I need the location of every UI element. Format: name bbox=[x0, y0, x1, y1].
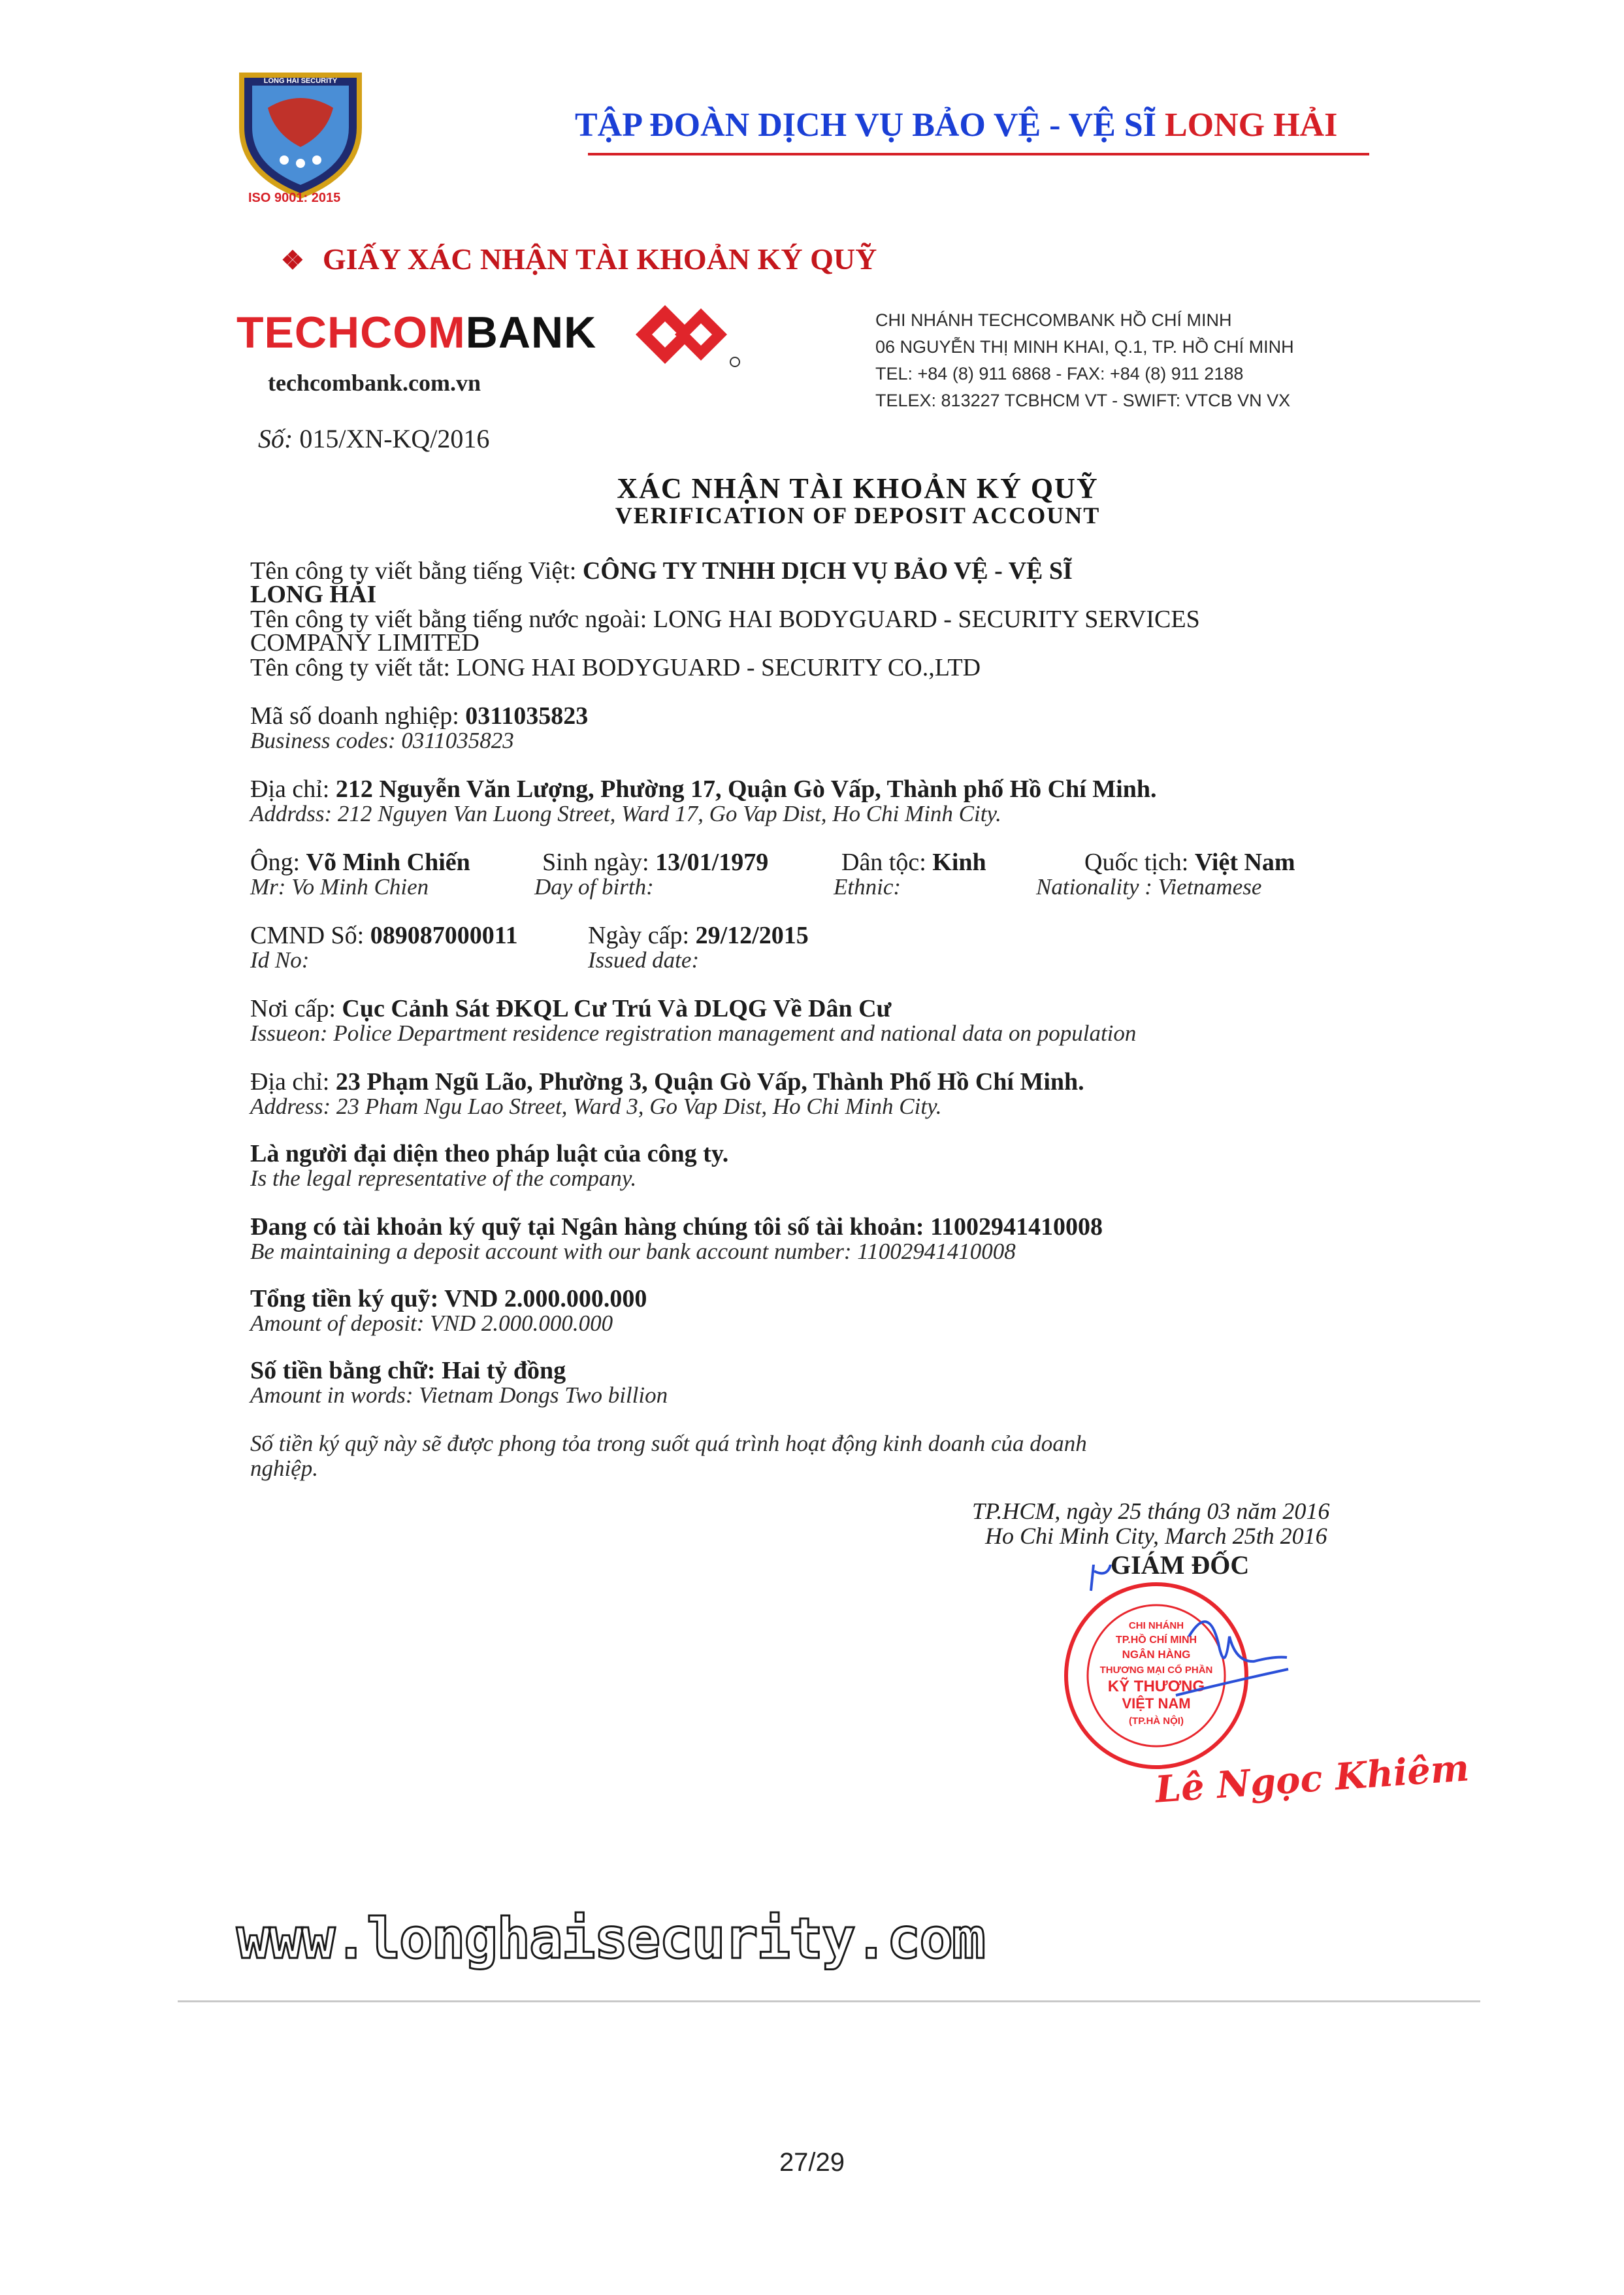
ethnic-en: Ethnic: bbox=[834, 874, 901, 900]
initial-mark-icon bbox=[1091, 1565, 1111, 1591]
page-number: 27/29 bbox=[779, 2148, 845, 2177]
legal-representative-en: Is the legal representative of the company. bbox=[250, 1165, 637, 1191]
ethnic bbox=[841, 848, 986, 877]
person-name-en: Mr: Vo Minh Chien bbox=[250, 874, 429, 900]
field-value: 089087000011 bbox=[370, 922, 518, 949]
bank-name-part2: BANK bbox=[465, 308, 597, 357]
svg-text:CHI NHÁNH: CHI NHÁNH bbox=[1128, 1620, 1184, 1631]
deposit-account bbox=[250, 1213, 1103, 1241]
svg-text:KỸ THƯƠNG: KỸ THƯƠNG bbox=[1107, 1678, 1205, 1695]
long-hai-security-logo bbox=[229, 62, 372, 199]
field-label: Địa chỉ: bbox=[250, 1068, 336, 1096]
field-value: Hai tỷ đồng bbox=[442, 1357, 566, 1384]
field-label: Tên công ty viết tắt: bbox=[250, 654, 457, 681]
issue-place bbox=[250, 994, 891, 1023]
document-title-en: VERIFICATION OF DEPOSIT ACCOUNT bbox=[615, 502, 1101, 529]
company-title-main: TẬP ĐOÀN DỊCH VỤ BẢO VỆ - VỆ SĨ bbox=[575, 106, 1165, 144]
home-address bbox=[250, 1067, 1084, 1096]
field-value: 23 Phạm Ngũ Lão, Phường 3, Quận Gò Vấp, Thành Phố Hồ Chí Minh. bbox=[335, 1068, 1084, 1096]
field-label: Tên công ty viết bằng tiếng Việt: bbox=[250, 557, 583, 585]
nationality bbox=[1084, 848, 1295, 877]
issue-place-en: Issueon: Police Department residence registration management and national data on population bbox=[250, 1020, 1137, 1046]
field-label: Số tiền bằng chữ: bbox=[250, 1357, 442, 1384]
field-label: Mã số doanh nghiệp: bbox=[250, 702, 466, 730]
techcombank-logo-text bbox=[236, 307, 596, 358]
field-value: LONG HAI BODYGUARD - SECURITY CO.,LTD bbox=[456, 654, 981, 681]
issued-date-en: Issued date: bbox=[588, 947, 700, 973]
company-name-short bbox=[250, 653, 981, 682]
id-number bbox=[250, 921, 518, 950]
signer-name: Lê Ngọc Khiêm bbox=[1154, 1746, 1471, 1812]
date-of-birth bbox=[542, 848, 768, 877]
field-label: Tên công ty viết bằng tiếng nước ngoài: bbox=[250, 606, 653, 633]
title-underline bbox=[588, 153, 1369, 155]
field-label: Sinh ngày: bbox=[542, 849, 656, 876]
iso-certification: ISO 9001: 2015 bbox=[248, 191, 341, 205]
director-title: GIÁM ĐỐC bbox=[1111, 1550, 1250, 1580]
issue-date-vi: TP.HCM, ngày 25 tháng 03 năm 2016 bbox=[972, 1498, 1330, 1524]
amount-in-words bbox=[250, 1356, 566, 1385]
branch-line: TEL: +84 (8) 911 6868 - FAX: +84 (8) 911 2188 bbox=[875, 364, 1244, 383]
nationality-en: Nationality : Vietnamese bbox=[1036, 874, 1262, 900]
svg-text:LONG HAI SECURITY: LONG HAI SECURITY bbox=[263, 77, 338, 85]
footer-divider bbox=[178, 2000, 1480, 2002]
field-value: Là người đại diện theo pháp luật của công ty. bbox=[250, 1140, 729, 1167]
field-value: CÔNG TY TNHH DỊCH VỤ BẢO VỆ - VỆ SĨ bbox=[582, 557, 1073, 585]
deposit-account-en: Be maintaining a deposit account with our bank account number: 11002941410008 bbox=[250, 1239, 1016, 1264]
section-heading bbox=[281, 242, 877, 276]
field-label: Tổng tiền ký quỹ: bbox=[250, 1285, 445, 1312]
deposit-amount bbox=[250, 1284, 647, 1313]
field-label: CMND Số: bbox=[250, 922, 370, 949]
section-heading-text: GIẤY XÁC NHẬN TÀI KHOẢN KÝ QUỸ bbox=[322, 242, 877, 276]
svg-text:THƯƠNG MẠI CỔ PHẦN: THƯƠNG MẠI CỔ PHẦN bbox=[1099, 1665, 1213, 1676]
business-code-en: Business codes: 0311035823 bbox=[250, 728, 514, 753]
field-value: 29/12/2015 bbox=[695, 922, 809, 949]
field-label: Địa chỉ: bbox=[250, 775, 336, 803]
field-value: 13/01/1979 bbox=[655, 849, 769, 876]
field-value: COMPANY LIMITED bbox=[250, 629, 479, 657]
svg-text:TP.HỒ CHÍ MINH: TP.HỒ CHÍ MINH bbox=[1115, 1635, 1197, 1646]
field-label: Ngày cấp: bbox=[588, 922, 696, 949]
field-value: Cục Cảnh Sát ĐKQL Cư Trú Và DLQG Về Dân Cư bbox=[342, 995, 892, 1022]
field-label: Quốc tịch: bbox=[1084, 849, 1195, 876]
branch-line: 06 NGUYỄN THỊ MINH KHAI, Q.1, TP. HỒ CHÍ MINH bbox=[875, 337, 1294, 357]
person-name bbox=[250, 848, 470, 877]
deposit-amount-en: Amount of deposit: VND 2.000.000.000 bbox=[250, 1310, 613, 1336]
branch-info bbox=[875, 307, 1294, 414]
reference-value: 015/XN-KQ/2016 bbox=[293, 424, 490, 453]
field-label: Ông: bbox=[250, 849, 306, 876]
date-of-birth-en: Day of birth: bbox=[534, 874, 654, 900]
company-address-en: Addrdss: 212 Nguyen Van Luong Street, Ward 17, Go Vap Dist, Ho Chi Minh City. bbox=[250, 801, 1001, 826]
bank-seal-stamp bbox=[1058, 1565, 1293, 1780]
reference-number bbox=[258, 423, 489, 454]
home-address-en: Address: 23 Pham Ngu Lao Street, Ward 3, Go Vap Dist, Ho Chi Minh City. bbox=[250, 1094, 942, 1119]
note-line: nghiệp. bbox=[250, 1456, 319, 1481]
field-value: Võ Minh Chiến bbox=[306, 849, 470, 876]
field-label: Dân tộc: bbox=[841, 849, 933, 876]
note-line: Số tiền ký quỹ này sẽ được phong tỏa trong suốt quá trình hoạt động kinh doanh của doanh bbox=[250, 1431, 1087, 1456]
legal-representative bbox=[250, 1139, 728, 1168]
field-value: LONG HAI BODYGUARD - SECURITY SERVICES bbox=[653, 606, 1200, 633]
svg-text:NGÂN HÀNG: NGÂN HÀNG bbox=[1122, 1648, 1191, 1661]
field-value: Kinh bbox=[932, 849, 986, 876]
issue-date-en: Ho Chi Minh City, March 25th 2016 bbox=[985, 1523, 1327, 1549]
svg-text:(TP.HÀ NỘI): (TP.HÀ NỘI) bbox=[1129, 1716, 1184, 1727]
svg-text:VIỆT NAM: VIỆT NAM bbox=[1122, 1695, 1191, 1712]
diamond-bullet-icon: ❖ bbox=[281, 246, 304, 275]
field-value: 0311035823 bbox=[465, 702, 589, 730]
branch-line: CHI NHÁNH TECHCOMBANK HỒ CHÍ MINH bbox=[875, 310, 1232, 330]
bank-name-part1: TECHCOM bbox=[236, 308, 466, 357]
reference-label: Số: bbox=[258, 424, 293, 453]
field-value: 212 Nguyễn Văn Lượng, Phường 17, Quận Gò Vấp, Thành phố Hồ Chí Minh. bbox=[335, 775, 1157, 803]
issued-date bbox=[588, 921, 809, 950]
document-title-vi: XÁC NHẬN TÀI KHOẢN KÝ QUỸ bbox=[617, 472, 1099, 504]
field-value: Việt Nam bbox=[1194, 849, 1295, 876]
company-address bbox=[250, 775, 1156, 804]
company-title bbox=[575, 106, 1337, 144]
field-label: Đang có tài khoản ký quỹ tại Ngân hàng chúng tôi số tài khoản: bbox=[250, 1213, 931, 1241]
branch-line: TELEX: 813227 TCBHCM VT - SWIFT: VTCB VN VX bbox=[875, 391, 1291, 410]
field-value: LONG HẢI bbox=[250, 581, 377, 608]
field-value: 11002941410008 bbox=[930, 1213, 1103, 1241]
business-code bbox=[250, 702, 588, 730]
footer-website[interactable]: www.longhaisecurity.com bbox=[236, 1906, 984, 1972]
bank-website: techcombank.com.vn bbox=[268, 370, 481, 396]
amount-in-words-en: Amount in words: Vietnam Dongs Two billion bbox=[250, 1382, 668, 1408]
field-value: VND 2.000.000.000 bbox=[444, 1285, 647, 1312]
id-number-en: Id No: bbox=[250, 947, 310, 973]
field-label: Nơi cấp: bbox=[250, 995, 342, 1022]
techcombank-diamond-icon bbox=[632, 302, 743, 374]
company-title-highlight: LONG HẢI bbox=[1164, 106, 1338, 144]
